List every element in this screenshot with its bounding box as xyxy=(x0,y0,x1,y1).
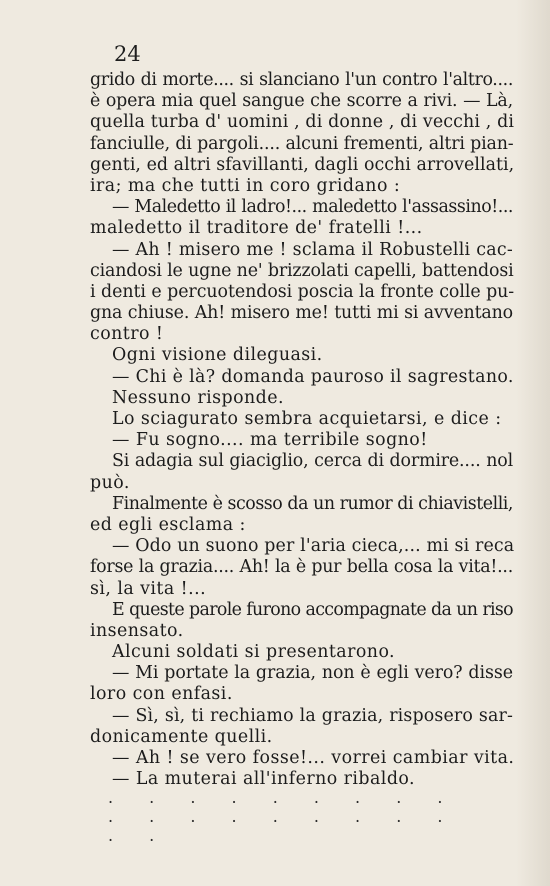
text-line: i denti e percuotendosi poscia la fronte colle pu- xyxy=(90,281,515,302)
page-number: 24 xyxy=(114,42,141,66)
text-line: — Mi portate la grazia, non è egli vero? disse xyxy=(112,663,513,684)
body-text xyxy=(90,70,513,790)
text-line: grido di morte.... si slanciano l'un contro l'altro.... xyxy=(90,70,513,90)
text-line: fanciulle, di pargoli.... alcuni frementi, altri pian- xyxy=(90,133,514,154)
text-line: ed egli esclama : xyxy=(90,514,246,535)
text-line: ira; ma che tutti in coro gridano : xyxy=(90,175,401,196)
text-line: — Chi è là? domanda pauroso il sagrestano. xyxy=(112,366,514,387)
text-line: E queste parole furono accompagnate da un riso xyxy=(112,599,513,620)
text-line: sì, la vita !... xyxy=(90,578,207,599)
text-line: Nessuno risponde. xyxy=(112,387,284,408)
page-edge-shadow xyxy=(516,0,550,886)
text-line: maledetto il traditore de' fratelli !... xyxy=(90,218,423,239)
text-line: — Maledetto il ladro!... maledetto l'assassino!... xyxy=(112,197,513,218)
text-line: può. xyxy=(90,472,130,493)
text-line: Finalmente è scosso da un rumor di chiavistelli, xyxy=(112,493,513,514)
text-line: Si adagia sul giaciglio, cerca di dormire.... nol xyxy=(112,451,513,472)
text-line: — Odo un suono per l'aria cieca,... mi si reca xyxy=(112,536,515,557)
text-line: genti, ed altri sfavillanti, dagli occhi arrovellati, xyxy=(90,154,515,175)
text-line: contro ! xyxy=(90,324,164,345)
text-line: — Ah ! se vero fosse!... vorrei cambiar vita. xyxy=(112,748,515,768)
text-line: — Ah ! misero me ! sclama il Robustelli cac- xyxy=(112,239,513,260)
text-line: donicamente quelli. xyxy=(90,726,273,747)
text-line: loro con enfasi. xyxy=(90,684,233,705)
text-line: è opera mia quel sangue che scorre a rivi. — Là, xyxy=(90,91,513,112)
text-line: Ogni visione dileguasi. xyxy=(112,345,323,366)
text-line: Lo sciagurato sembra acquietarsi, e dice : xyxy=(112,409,502,429)
text-line: ciandosi le ugne ne' brizzolati capelli, battendosi xyxy=(90,260,514,281)
text-line: insensato. xyxy=(90,620,184,641)
ellipsis-dots-row: . . . . . . . . . . . . . . . . . . . . xyxy=(108,788,458,845)
text-line: gna chiuse. Ah! misero me! tutti mi si avventano xyxy=(90,303,513,324)
text-line: — Fu sogno.... ma terribile sogno! xyxy=(112,430,428,451)
text-line: forse la grazia.... Ah! la è pur bella cosa la vita!... xyxy=(90,557,513,578)
text-line: — Sì, sì, ti rechiamo la grazia, risposero sar- xyxy=(112,705,513,726)
text-line: quella turba d' uomini , di donne , di vecchi , di xyxy=(90,112,515,133)
text-line: — La muterai all'inferno ribaldo. xyxy=(112,769,415,790)
text-line: Alcuni soldati si presentarono. xyxy=(112,642,396,663)
